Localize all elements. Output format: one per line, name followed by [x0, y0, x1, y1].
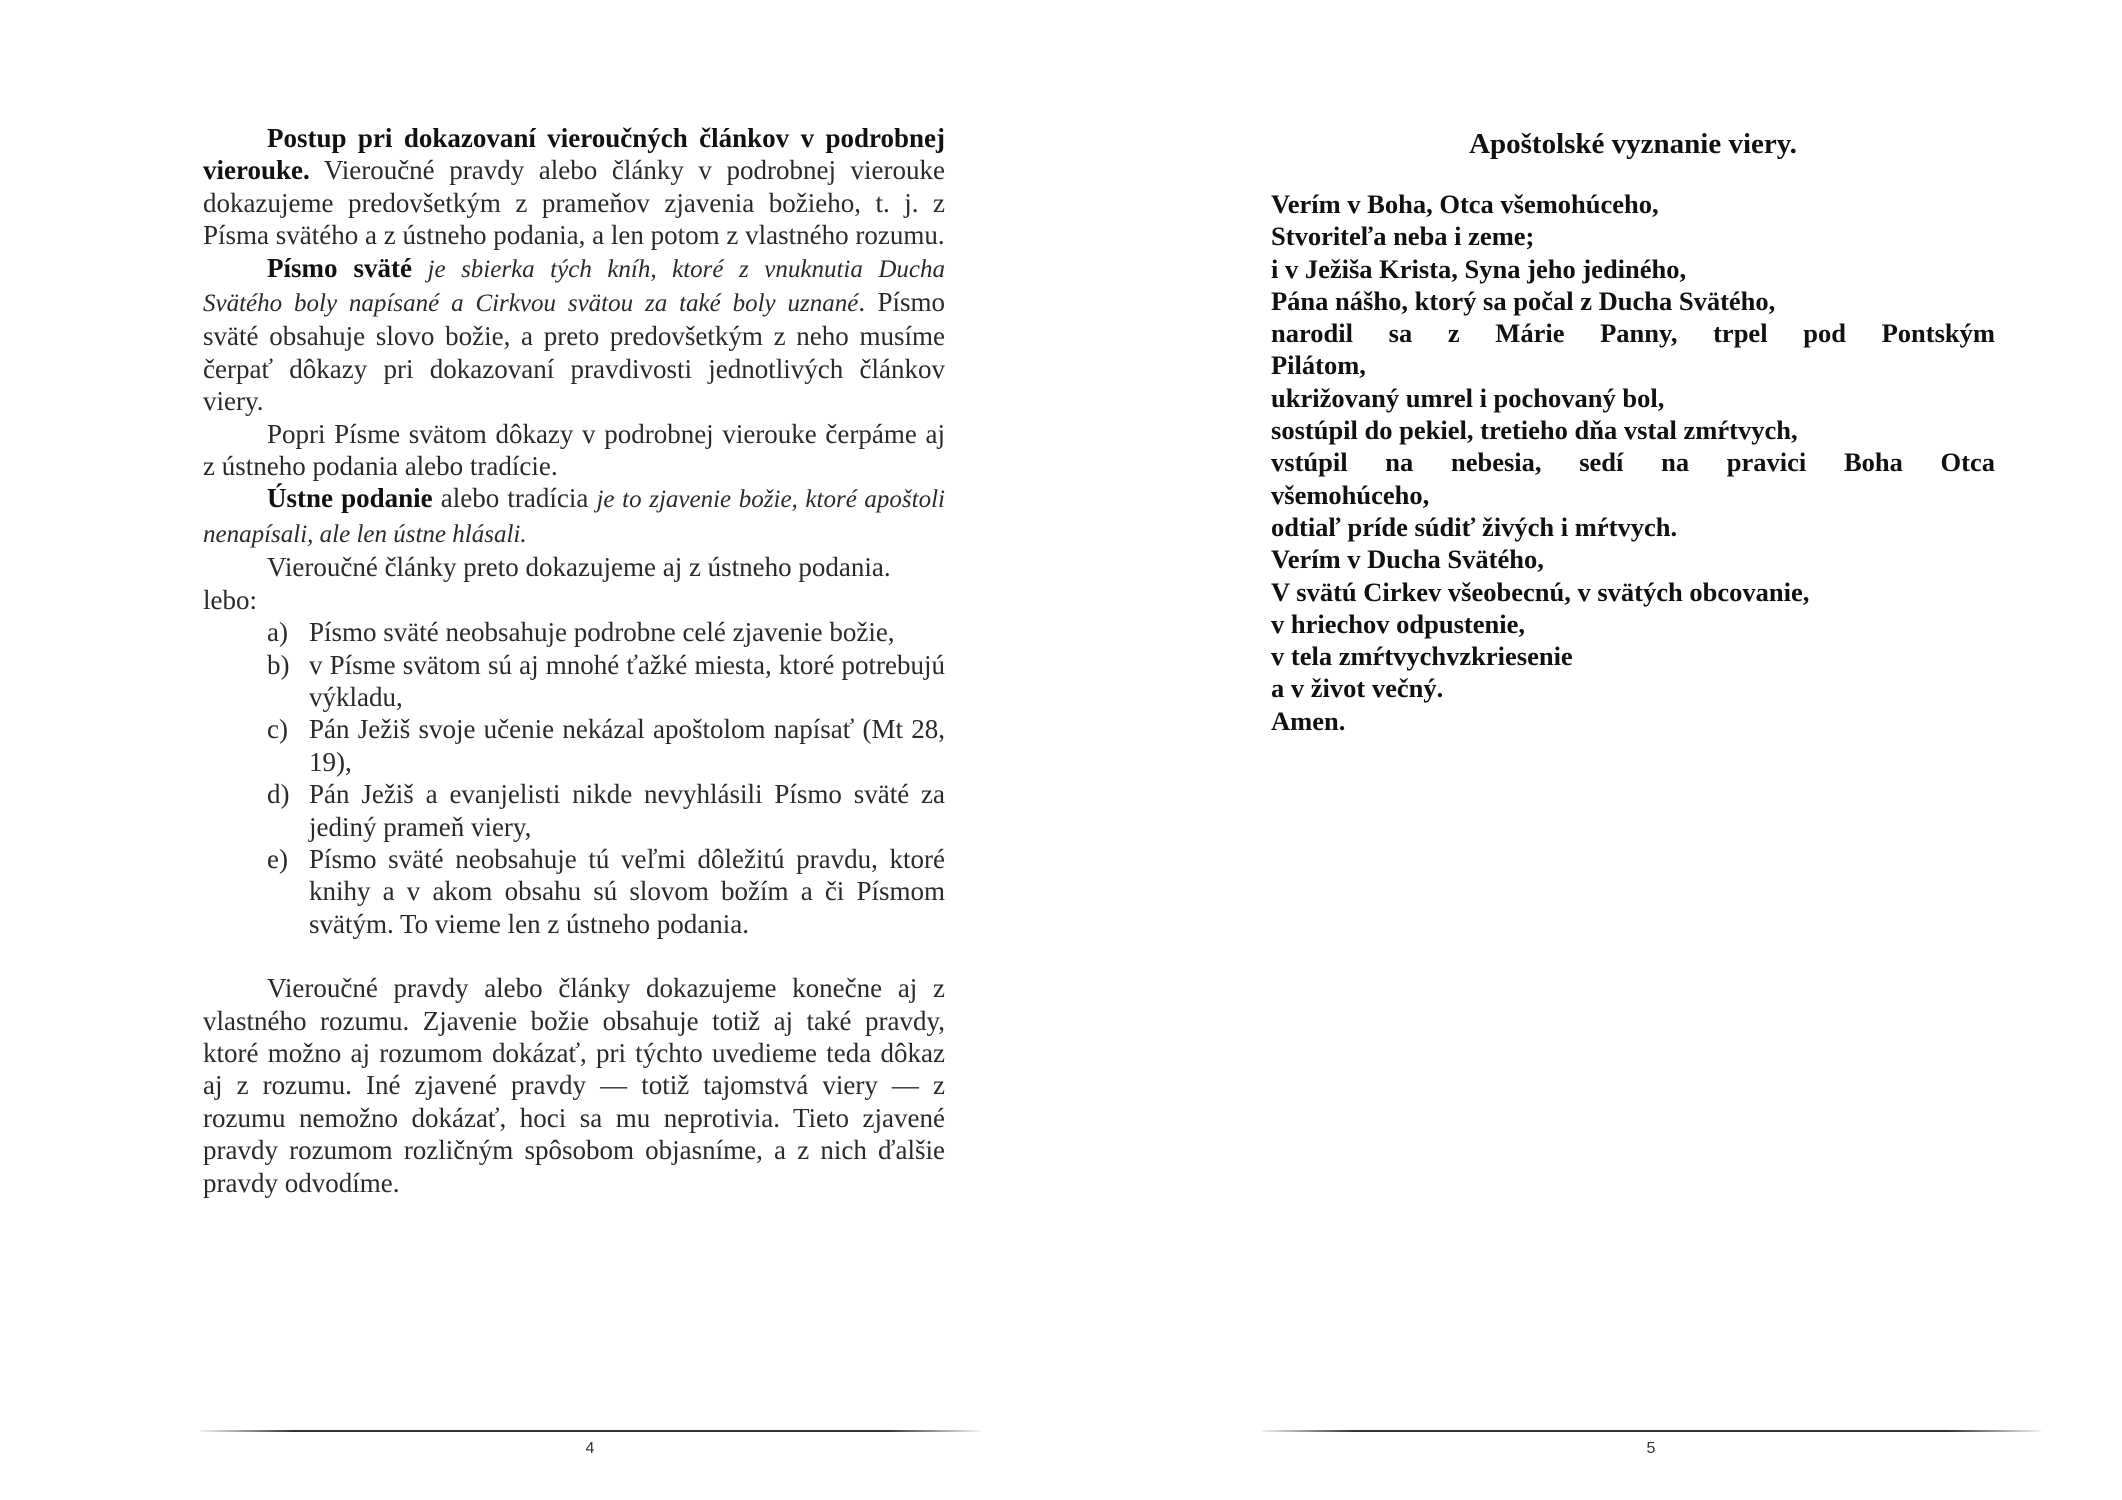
creed-line: Stvoriteľa neba i zeme;	[1271, 221, 1535, 252]
list-marker: c)	[267, 714, 288, 745]
list-item	[267, 713, 945, 778]
paragraph-tradition-intro: Popri Písme svätom dôkazy v podrobnej vierouke čerpáme aj z ústneho podania alebo tradície.	[203, 418, 945, 482]
creed-line: a v život večný.	[1271, 673, 1444, 704]
list-item	[267, 778, 945, 843]
page-right	[1061, 0, 2122, 1500]
creed-line: Pilátom,	[1271, 350, 1366, 381]
reasons-list	[203, 616, 945, 940]
paragraph-scripture	[203, 252, 945, 418]
creed-line: i v Ježiša Krista, Syna jeho jediného,	[1271, 253, 1687, 284]
paragraph-method	[203, 122, 945, 252]
paragraph-scripture-text: . Písmo sväté obsahuje slovo božie, a preto predovšetkým z neho musíme čerpať dôkazy pri dokazovaní pravdivosti jednotlivých článkov viery.	[203, 287, 946, 417]
creed-line: narodil sa z Márie Panny, trpel pod Pontským	[1271, 318, 1995, 349]
page-number: 4	[585, 1440, 595, 1457]
heading-tradition: Ústne podanie	[267, 483, 433, 514]
list-item-text: Písmo sväté neobsahuje tú veľmi dôležitú pravdu, ktoré knihy a v akom obsahu sú slovom božím a či Písmom svätým. To vieme len z ústneho podania.	[309, 843, 945, 939]
creed-line: V svätú Cirkev všeobecnú, v svätých obcovanie,	[1271, 576, 1810, 607]
creed-text	[1271, 188, 1995, 737]
list-marker: d)	[267, 779, 290, 810]
list-item-text: v Písme svätom sú aj mnohé ťažké miesta, ktoré potrebujú výkladu,	[309, 649, 945, 712]
list-marker: b)	[267, 649, 290, 680]
heading-method: Postup pri dokazovaní vieroučných článkov v podrobnej vierouke.	[203, 123, 945, 186]
definition-scripture: je sbierka tých kníh, ktoré z vnuknutia Ducha Svätého boly napísané a Cirkvou svätou za také boly uznané	[203, 255, 945, 318]
paragraph-tradition	[203, 482, 945, 551]
list-item	[267, 616, 945, 648]
body-text	[203, 122, 945, 1199]
list-item-text: Pán Ježiš a evanjelisti nikde nevyhlásili Písmo sväté za jediný prameň viery,	[309, 779, 945, 842]
list-item	[267, 649, 945, 714]
definition-tradition: je to zjavenie božie, ktoré apoštoli nenapísali, ale len ústne hlásali.	[203, 486, 945, 548]
creed-line: v hriechov odpustenie,	[1271, 608, 1525, 639]
creed-line: odtiaľ príde súdiť živých i mŕtvych.	[1271, 511, 1678, 542]
paragraph-reasons: Vieroučné články preto dokazujeme aj z ústneho podania.	[267, 552, 891, 583]
creed-line: ukrižovaný umrel i pochovaný bol,	[1271, 382, 1665, 413]
creed-line: Verím v Ducha Svätého,	[1271, 544, 1544, 575]
paragraph-reasons-lebo: lebo:	[203, 584, 257, 615]
creed-line: sostúpil do pekiel, tretieho dňa vstal zmŕtvych,	[1271, 415, 1798, 446]
page-number: 5	[1646, 1440, 1656, 1457]
list-marker: a)	[267, 617, 288, 648]
footer-rule	[1261, 1430, 2041, 1432]
list-marker: e)	[267, 843, 288, 874]
footer-right	[1261, 1430, 2041, 1470]
creed-line: Verím v Boha, Otca všemohúceho,	[1271, 189, 1659, 219]
heading-scripture: Písmo sväté	[267, 252, 412, 283]
list-item-text: Pán Ježiš svoje učenie nekázal apoštolom napísať (Mt 28, 19),	[309, 714, 945, 777]
creed-line: Pána nášho, ktorý sa počal z Ducha Svätého,	[1271, 285, 1776, 316]
creed-line: všemohúceho,	[1271, 479, 1430, 510]
footer-left	[200, 1430, 980, 1470]
creed-column	[1271, 124, 1995, 737]
footer-rule	[200, 1430, 980, 1432]
page-title: Apoštolské vyznanie viery.	[1469, 128, 1797, 160]
paragraph-gap	[203, 940, 945, 972]
list-item-text: Písmo sväté neobsahuje podrobne celé zjavenie božie,	[309, 617, 895, 648]
paragraph-tradition-text: alebo tradícia	[432, 483, 597, 514]
paragraph-method-text: Vieroučné pravdy alebo články v podrobnej vierouke dokazujeme predovšetkým z prameňov zjavenia božieho, t. j. z Písma svätého a z ústneho podania, a len potom z vlastného rozumu.	[203, 155, 945, 251]
creed-line: vstúpil na nebesia, sedí na pravici Boha Otca	[1271, 447, 1995, 478]
creed-line: Amen.	[1271, 705, 1346, 736]
creed-line: v tela zmŕtvychvzkriesenie	[1271, 641, 1573, 672]
list-item	[267, 843, 945, 940]
paragraph-reason: Vieroučné pravdy alebo články dokazujeme konečne aj z vlastného rozumu. Zjavenie božie obsahuje totiž aj také pravdy, ktoré možno aj rozumom dokázať, pri týchto uvedieme teda dôkaz aj z rozumu. Iné zjavené pravdy — totiž tajomstvá viery — z rozumu nemožno dokázať, hoci sa mu neprotivia. Tieto zjavené pravdy rozumom rozličným spôsobom objasníme, a z nich ďalšie pravdy odvodíme.	[203, 973, 945, 1198]
